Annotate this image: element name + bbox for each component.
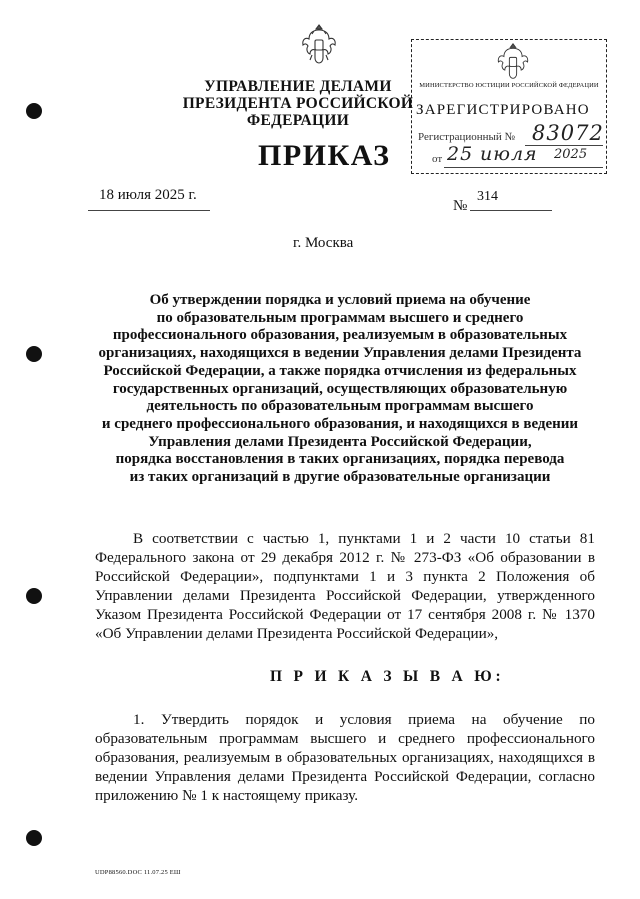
- item-1-paragraph: [95, 710, 595, 805]
- punch-hole: [26, 346, 42, 362]
- stamp-date-prefix: от: [432, 153, 443, 165]
- stamp-ministry: МИНИСТЕРСТВО ЮСТИЦИИ РОССИЙСКОЙ ФЕДЕРАЦИИ: [419, 82, 599, 89]
- preamble-paragraph: [95, 529, 595, 643]
- agency-line-2: ПРЕЗИДЕНТА РОССИЙСКОЙ ФЕДЕРАЦИИ: [182, 95, 414, 129]
- punch-hole: [26, 103, 42, 119]
- agency-line-1: УПРАВЛЕНИЕ ДЕЛАМИ: [204, 78, 392, 95]
- title-line: и среднего профессионального образования, и находящихся в ведении: [101, 415, 579, 432]
- file-footer: UDP88560.DOC 11.07.25 ЕШ: [95, 869, 181, 876]
- stamp-date-day: 25: [447, 143, 474, 165]
- document-title: [80, 292, 600, 487]
- stamp-date-year: 2025: [554, 147, 588, 162]
- title-line: порядка восстановления в таких организациях, порядка перевода: [115, 451, 565, 468]
- title-line: профессионального образования, реализуемым в образовательных: [112, 327, 568, 344]
- stamp-date-month: июля: [480, 143, 538, 165]
- title-line: Об утверждении порядка и условий приема на обучение: [149, 292, 531, 308]
- date-underline: [88, 210, 210, 211]
- document-date: 18 июля 2025 г.: [99, 187, 197, 203]
- coat-of-arms-icon: [300, 22, 338, 66]
- title-line: организациях, находящихся в ведении Управления делами Президента: [98, 345, 582, 362]
- issuing-agency: [150, 78, 446, 129]
- title-line: из таких организаций в другие образовательные организации: [129, 469, 551, 486]
- directive-heading: П Р И К А З Ы В А Ю:: [270, 668, 505, 685]
- number-underline: [470, 210, 552, 211]
- punch-hole: [26, 830, 42, 846]
- stamp-emblem-icon: [495, 41, 531, 81]
- document-type: ПРИКАЗ: [258, 139, 391, 172]
- stamp-status: ЗАРЕГИСТРИРОВАНО: [416, 102, 590, 118]
- stamp-reg-number-label: Регистрационный №: [418, 131, 516, 143]
- punch-hole: [26, 588, 42, 604]
- preamble-text: В соответствии с частью 1, пунктами 1 и 2 части 10 статьи 81 Федерального закона от 29 декабря 2012 г. № 273-ФЗ «Об образовании в Российской Федерации», подпунктами 1 и 3 пункта 2 Положения об Управлении делами Президента Российской Федерации, утвержденного Указом Президента Российской Федерации от 17 сентября 2008 г. № 1370 «Об Управлении делами Президента Российской Федерации»,: [95, 530, 595, 642]
- document-number: 314: [477, 189, 498, 204]
- title-line: государственных организаций, осуществляющих образовательную: [112, 380, 568, 397]
- city: г. Москва: [293, 235, 354, 251]
- title-line: деятельность по образовательным программам высшего: [146, 398, 534, 415]
- title-line: Российской Федерации, а также порядка отчисления из федеральных: [103, 362, 577, 379]
- stamp-reg-number: 83072: [532, 121, 604, 145]
- stamp-date-line: [444, 167, 603, 168]
- title-line: Управления делами Президента Российской Федерации,: [148, 433, 532, 450]
- document-number-label: №: [453, 198, 468, 214]
- title-line: по образовательным программам высшего и среднего: [156, 309, 524, 326]
- item-1-text: 1. Утвердить порядок и условия приема на обучение по образовательным программам высшего и среднего профессионального образования, реализуемым в образовательных организациях, находящихся в ведении Управления делами Президента Российской Федерации, согласно приложению № 1 к настоящему приказу.: [95, 711, 595, 804]
